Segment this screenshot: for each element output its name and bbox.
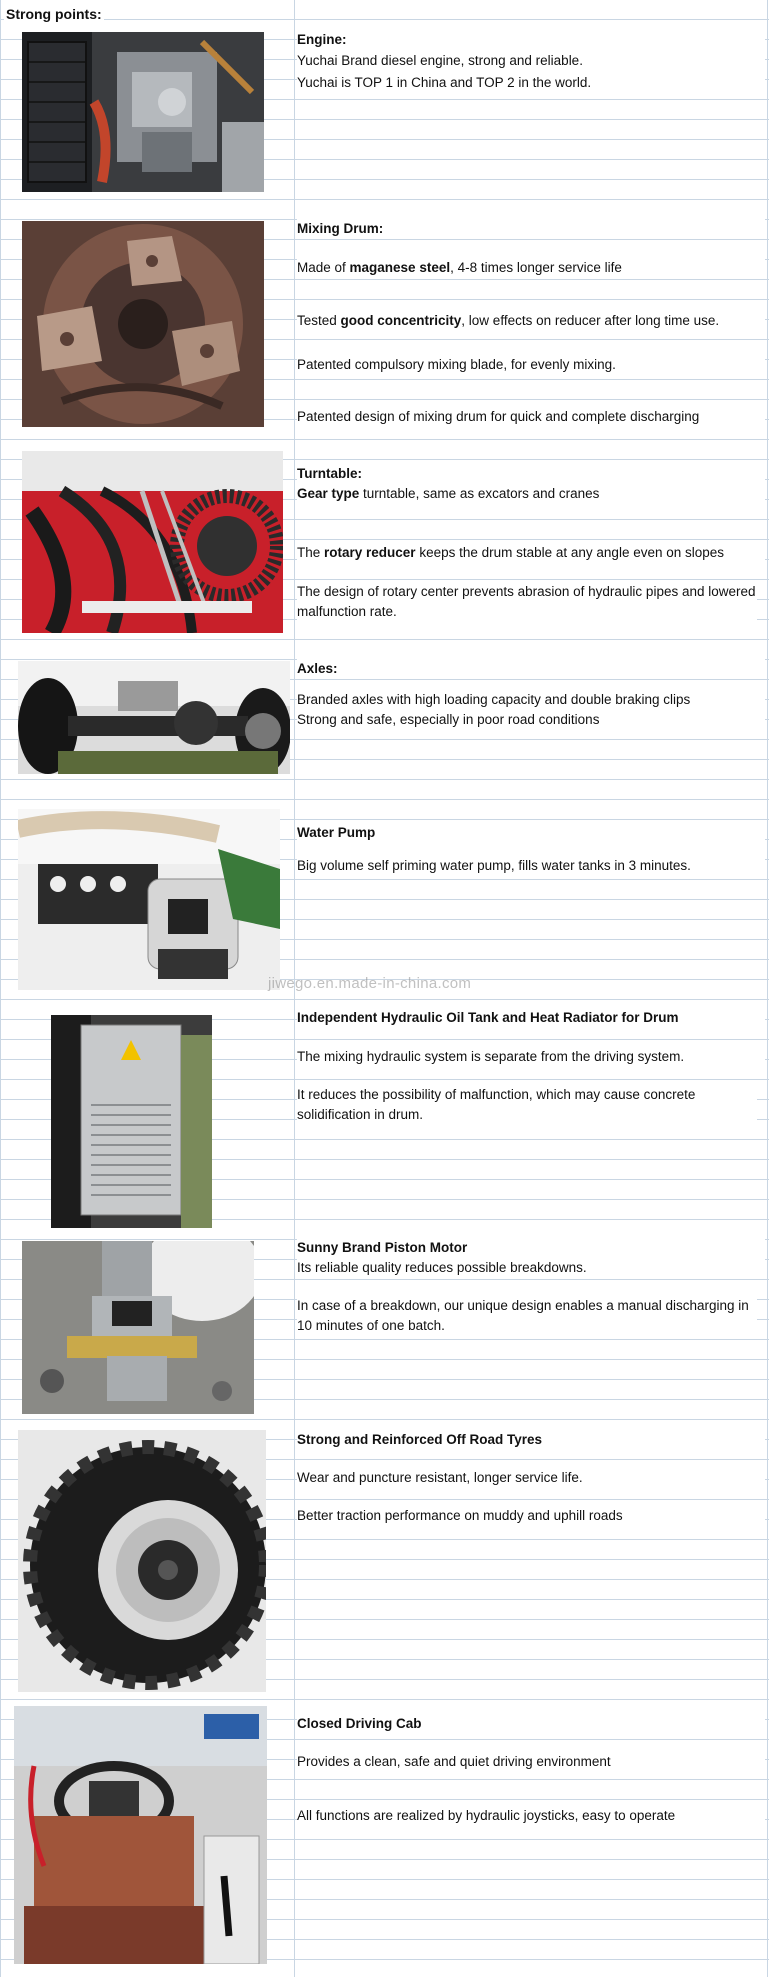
hydraulic-tank-photo <box>51 1015 212 1228</box>
cab-line-2: All functions are realized by hydraulic joysticks, easy to operate <box>297 1806 765 1826</box>
drum-line-2 <box>297 311 765 331</box>
turntable-line-2-bold: rotary reducer <box>324 545 416 560</box>
water-pump-photo <box>18 809 280 990</box>
hydraulic-title: Independent Hydraulic Oil Tank and Heat Radiator for Drum <box>297 1008 765 1028</box>
drum-line-1 <box>297 258 765 278</box>
drum-line-3: Patented compulsory mixing blade, for evenly mixing. <box>297 355 765 375</box>
turntable-line-2 <box>297 543 765 563</box>
turntable-line-2-post: keeps the drum stable at any angle even on slopes <box>415 545 725 560</box>
tyres-line-2: Better traction performance on muddy and uphill roads <box>297 1506 765 1526</box>
engine-line-1: Yuchai Brand diesel engine, strong and reliable. <box>297 51 765 71</box>
engine-title: Engine: <box>297 30 765 50</box>
drum-line-4: Patented design of mixing drum for quick and complete discharging <box>297 407 765 427</box>
turntable-line-1 <box>297 484 765 504</box>
pump-title: Water Pump <box>297 823 765 843</box>
mixing-drum-photo <box>22 221 264 427</box>
drum-line-2-bold: good concentricity <box>340 313 462 328</box>
axles-photo <box>18 661 290 774</box>
driving-cab-photo <box>14 1706 267 1964</box>
drum-line-2-post: , low effects on reducer after long time use. <box>461 313 720 328</box>
hydraulic-line-2: It reduces the possibility of malfunction, which may cause concrete solidification in drum. <box>297 1085 757 1125</box>
motor-line-1: Its reliable quality reduces possible breakdowns. <box>297 1258 765 1278</box>
watermark: jiwego.en.made-in-china.com <box>268 975 472 992</box>
motor-title: Sunny Brand Piston Motor <box>297 1238 765 1258</box>
engine-photo <box>22 32 264 192</box>
tyres-line-1: Wear and puncture resistant, longer service life. <box>297 1468 765 1488</box>
piston-motor-photo <box>22 1241 254 1414</box>
drum-line-2-pre: Tested <box>297 313 341 328</box>
drum-title: Mixing Drum: <box>297 219 765 239</box>
grid-line-left <box>0 0 1 1977</box>
drum-line-1-pre: Made of <box>297 260 350 275</box>
turntable-line-3: The design of rotary center prevents abrasion of hydraulic pipes and lowered malfunction rate. <box>297 582 757 622</box>
pump-line-1: Big volume self priming water pump, fills water tanks in 3 minutes. <box>297 856 765 876</box>
turntable-title: Turntable: <box>297 464 765 484</box>
motor-line-2: In case of a breakdown, our unique design enables a manual discharging in 10 minutes of one batch. <box>297 1296 757 1336</box>
cab-title: Closed Driving Cab <box>297 1714 765 1734</box>
drum-line-1-post: , 4-8 times longer service life <box>450 260 622 275</box>
axles-title: Axles: <box>297 659 765 679</box>
hydraulic-line-1: The mixing hydraulic system is separate from the driving system. <box>297 1047 765 1067</box>
tyres-title: Strong and Reinforced Off Road Tyres <box>297 1430 765 1450</box>
engine-line-2: Yuchai is TOP 1 in China and TOP 2 in the world. <box>297 73 765 93</box>
axles-line-2: Strong and safe, especially in poor road conditions <box>297 710 765 730</box>
drum-line-1-bold: maganese steel <box>349 260 451 275</box>
off-road-tyre-photo <box>18 1430 266 1692</box>
turntable-line-2-pre: The <box>297 545 325 560</box>
axles-line-1: Branded axles with high loading capacity and double braking clips <box>297 690 765 710</box>
grid-line-right <box>767 0 768 1977</box>
turntable-line-1-post: turntable, same as excators and cranes <box>359 486 600 501</box>
turntable-line-1-bold: Gear type <box>297 486 360 501</box>
cab-line-1: Provides a clean, safe and quiet driving environment <box>297 1752 765 1772</box>
page-heading: Strong points: <box>6 6 102 22</box>
turntable-photo <box>22 451 283 633</box>
